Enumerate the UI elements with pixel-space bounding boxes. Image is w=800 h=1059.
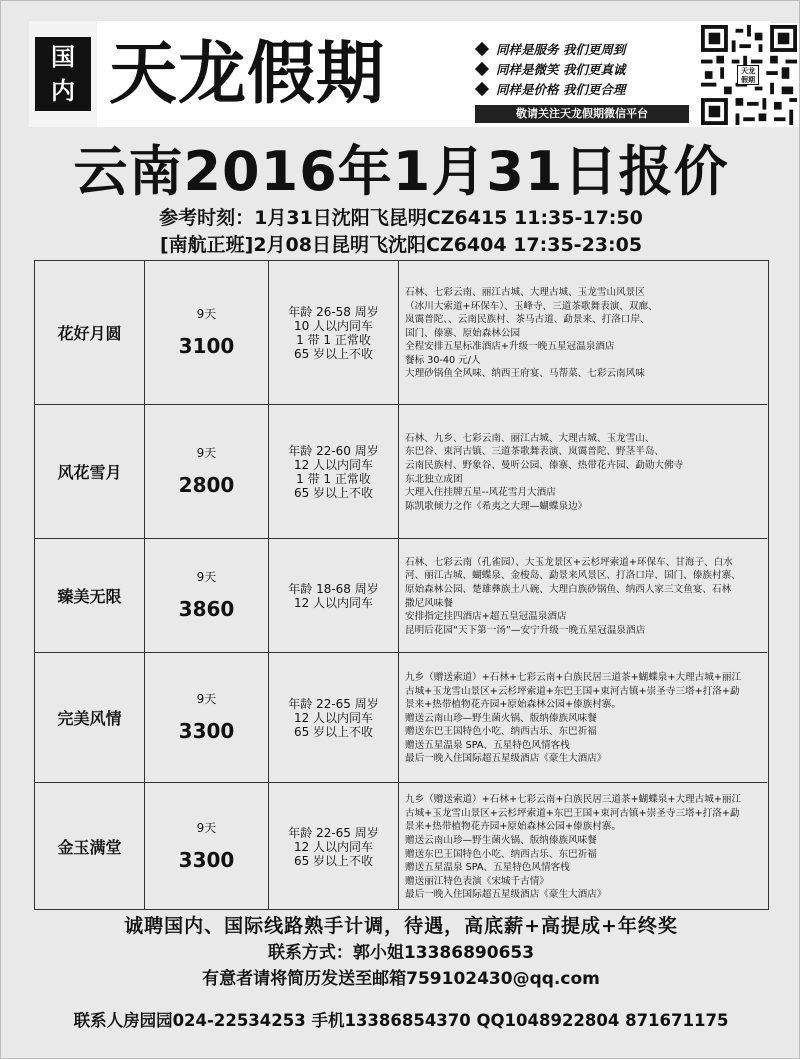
itinerary-cell <box>399 405 767 538</box>
condition-line: 年龄 22-65 周岁 <box>288 825 379 840</box>
conditions-cell <box>269 261 399 404</box>
condition-line: 12 人以内同车 <box>293 839 374 854</box>
product-name: 风花雪月 <box>35 405 145 538</box>
slogan-list <box>475 39 689 99</box>
trip-price: 3300 <box>178 847 235 872</box>
product-name: 花好月圆 <box>35 261 145 404</box>
flight-return: [南航正班]2月08日昆明飞沈阳CZ6404 17:35-23:05 <box>159 234 643 256</box>
diamond-bullet-icon <box>475 82 489 96</box>
price-cell <box>145 405 269 538</box>
itinerary-line: 石林、七彩云南（孔雀园）、大玉龙景区+云杉坪索道+环保车、甘海子、白水 <box>405 556 733 568</box>
itinerary-line: 景来+热带植物花卉园+原始森林公园+傣族村寨。 <box>405 699 621 711</box>
brand-name: 天龙假期 <box>109 34 386 114</box>
trip-price: 3100 <box>178 333 235 358</box>
trip-days: 9天 <box>196 306 217 321</box>
trip-price: 3860 <box>178 596 235 621</box>
domestic-badge <box>29 21 97 127</box>
slogan-item <box>475 39 689 59</box>
itinerary-cell <box>399 783 767 910</box>
itinerary-line: 餐标 30-40 元/人 <box>405 354 481 366</box>
slogan-text: 同样是微笑 我们更真诚 <box>496 62 626 77</box>
condition-line: 65 岁以上不收 <box>293 485 374 500</box>
table-row <box>35 261 767 405</box>
domestic-badge-label <box>35 37 91 111</box>
itinerary-cell <box>399 539 767 652</box>
itinerary-line: 石林、七彩云南、丽江古城、大理古城、玉龙雪山风景区 <box>405 286 645 298</box>
conditions-cell <box>269 783 399 910</box>
conditions-cell <box>269 653 399 782</box>
itinerary-line: 九乡（赠送索道）+石林+七彩云南+白族民居三道茶+蝴蝶泉+大理古城+丽江 <box>405 794 742 806</box>
itinerary-line: 赠送东巴王国特色小吃、纳西古乐、东巴祈福 <box>405 726 597 738</box>
condition-line: 12 人以内同车 <box>293 595 374 610</box>
condition-line: 年龄 26-58 周岁 <box>288 304 379 319</box>
itinerary-line: 大理砂锅鱼全风味、纳西王府宴、马帮菜、七彩云南风味 <box>405 368 645 380</box>
price-table <box>34 260 769 910</box>
condition-line: 12 人以内同车 <box>293 710 374 725</box>
slogan-text: 同样是价格 我们更合理 <box>496 82 626 97</box>
itinerary-line: 赠送云南山珍—野生菌火锅、版纳傣族风味餐 <box>405 834 597 846</box>
itinerary-line: 石林、九乡、七彩云南、丽江古城、大理古城、玉龙雪山、 <box>405 432 655 444</box>
itinerary-line: 国门、傣寨、原始森林公园 <box>405 327 521 339</box>
price-cell <box>145 539 269 652</box>
trip-days: 9天 <box>196 691 217 706</box>
product-name: 臻美无限 <box>35 539 145 652</box>
conditions-cell <box>269 539 399 652</box>
table-row <box>35 405 767 539</box>
badge-line-1: 国 <box>51 42 75 71</box>
page-title: 云南2016年1月31日报价 <box>73 140 729 203</box>
wechat-follow-bar: 敬请关注天龙假期微信平台 <box>475 105 689 123</box>
condition-line: 12 人以内同车 <box>293 457 374 472</box>
trip-days: 9天 <box>196 569 217 584</box>
itinerary-line: 河、丽江古城、蝴蝶泉、金梭岛、勐景来风景区、打洛口岸、国门、傣族村寨、 <box>405 570 741 582</box>
itinerary-line: （冰川大索道+环保车）、玉峰寺、三道茶歌舞表演、双廊、 <box>405 300 658 312</box>
slogan-item <box>475 59 689 79</box>
condition-line: 1 带 1 正常收 <box>296 471 371 486</box>
itinerary-line: 东北独立成团 <box>405 473 463 485</box>
condition-line: 1 带 1 正常收 <box>296 332 371 347</box>
qr-center-logo <box>737 65 759 85</box>
condition-line: 65 岁以上不收 <box>293 724 374 739</box>
contact-footer: 联系人房园园024-22534253 手机13386854370 QQ1048922804 871671175 <box>73 1011 729 1030</box>
itinerary-line: 最后一晚入住国际超五星级酒店《豪生大酒店》 <box>405 753 607 765</box>
trip-price: 2800 <box>178 472 235 497</box>
condition-line: 65 岁以上不收 <box>293 346 374 361</box>
recruit-headline: 诚聘国内、国际线路熟手计调，待遇，高底薪+高提成+年终奖 <box>124 915 678 937</box>
itinerary-line: 昆明后花园“天下第一汤”—安宁升级一晚五星冠温泉酒店 <box>405 624 646 636</box>
table-row <box>35 783 767 910</box>
itinerary-line: 景来+热带植物花卉园+原始森林公园+傣族村寨。 <box>405 821 621 833</box>
condition-line: 年龄 18-68 周岁 <box>288 581 379 596</box>
price-cell <box>145 261 269 404</box>
recruit-contact: 联系方式：郭小姐13386890653 <box>267 943 535 963</box>
itinerary-line: 岚霭普陀、、云南民族村、茶马古道、勐景来、打洛口岸、 <box>405 314 650 326</box>
itinerary-line: 全程安排五星标准酒店+升级一晚五星冠温泉酒店 <box>405 341 615 353</box>
conditions-cell <box>269 405 399 538</box>
itinerary-line: 陈凯歌倾力之作《希夷之大理—蝴蝶泉边》 <box>405 500 588 512</box>
slogan-text: 同样是服务 我们更周到 <box>496 42 626 57</box>
table-row <box>35 653 767 783</box>
itinerary-line: 安排指定挂四酒店+超五皇冠温泉酒店 <box>405 611 567 623</box>
itinerary-line: 东巴谷、束河古镇、三道茶歌舞表演、岚霭普陀、野茎半岛、 <box>405 446 665 458</box>
price-cell <box>145 783 269 910</box>
itinerary-line: 赠送云南山珍—野生菌火锅、版纳傣族风味餐 <box>405 712 597 724</box>
condition-line: 年龄 22-65 周岁 <box>288 696 379 711</box>
itinerary-line: 云南民族村、野象谷、曼听公园、傣寨、热带花卉园、勐勋大佛寺 <box>405 459 684 471</box>
product-name: 金玉满堂 <box>35 783 145 910</box>
itinerary-line: 赠送丽江特色表演《宋城千古情》 <box>405 875 549 887</box>
condition-line: 65 岁以上不收 <box>293 853 374 868</box>
itinerary-line: 九乡（赠送索道）+石林+七彩云南+白族民居三道茶+蝴蝶泉+大理古城+丽江 <box>405 671 742 683</box>
product-name: 完美风情 <box>35 653 145 782</box>
itinerary-line: 原始森林公园、楚雄彝族土八碗、大理白族砂锅鱼、纳西人家三文鱼宴、石林 <box>405 583 732 595</box>
itinerary-line: 大理入住挂牌五星--风花雪月大酒店 <box>405 487 556 499</box>
trip-days: 9天 <box>196 820 217 835</box>
itinerary-cell <box>399 261 767 404</box>
condition-line: 年龄 22-60 周岁 <box>288 443 379 458</box>
itinerary-line: 赠送五星温泉 SPA、五星特色风情客栈 <box>405 739 570 751</box>
condition-line: 10 人以内同车 <box>293 318 374 333</box>
qr-logo-line-1: 天龙 <box>741 67 755 75</box>
trip-price: 3300 <box>178 718 235 743</box>
itinerary-line: 赠送东巴王国特色小吃、纳西古乐、东巴祈福 <box>405 848 597 860</box>
itinerary-line: 最后一晚入住国际超五星级酒店《豪生大酒店》 <box>405 889 607 901</box>
itinerary-line: 赠送五星温泉 SPA、五星特色风情客栈 <box>405 862 570 874</box>
qr-code-icon[interactable] <box>699 23 799 127</box>
qr-logo-line-2: 假期 <box>741 76 755 84</box>
itinerary-line: 古城+玉龙雪山景区+云杉坪索道+东巴王国+束河古镇+崇圣寺三塔+打洛+勐 <box>405 685 740 697</box>
badge-line-2: 内 <box>51 76 75 105</box>
price-cell <box>145 653 269 782</box>
table-row <box>35 539 767 653</box>
itinerary-line: 古城+玉龙雪山景区+云杉坪索道+东巴王国+束河古镇+崇圣寺三塔+打洛+勐 <box>405 807 740 819</box>
slogan-item <box>475 79 689 99</box>
trip-days: 9天 <box>196 445 217 460</box>
diamond-bullet-icon <box>475 42 489 56</box>
diamond-bullet-icon <box>475 62 489 76</box>
header <box>29 21 771 127</box>
itinerary-line: 撒尼风味餐 <box>405 597 453 609</box>
itinerary-cell <box>399 653 767 782</box>
recruit-email: 有意者请将简历发送至邮箱759102430@qq.com <box>202 969 600 989</box>
flight-outbound: 参考时刻：1月31日沈阳飞昆明CZ6415 11:35-17:50 <box>159 207 643 229</box>
